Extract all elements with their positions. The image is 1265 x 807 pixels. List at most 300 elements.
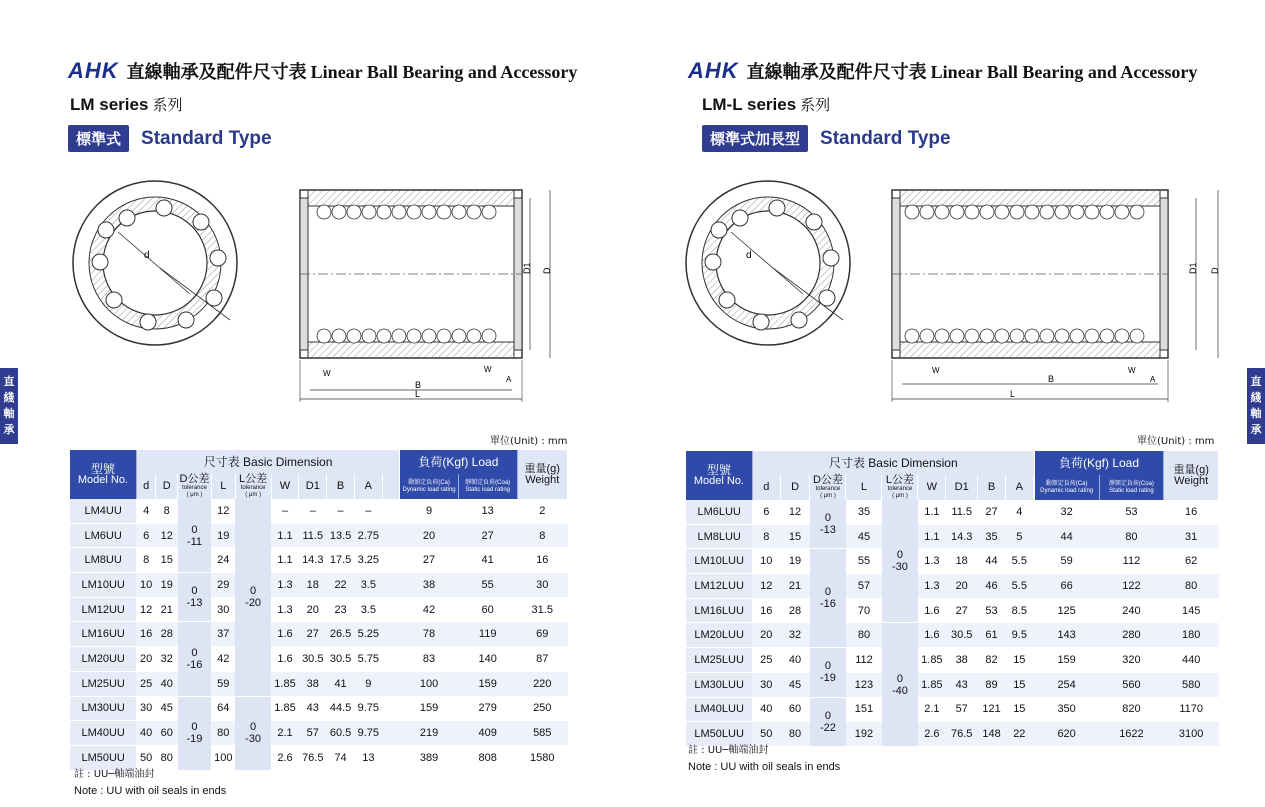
- table-cell: 1.1: [918, 524, 946, 549]
- table-cell: 112: [846, 648, 882, 673]
- table-cell: 32: [780, 623, 810, 648]
- d-tolerance-cell: 0 -22: [810, 697, 846, 746]
- table-cell: 1.85: [271, 696, 299, 721]
- unit-label: 單位(Unit) : mm: [490, 436, 568, 447]
- table-row: [686, 672, 1219, 697]
- table-cell: 28: [780, 598, 810, 623]
- table-cell: 17.5: [327, 548, 355, 573]
- note-cn: 註 : UU─軸端油封: [688, 745, 769, 756]
- col-A: A: [1005, 475, 1033, 500]
- table-row: [70, 548, 568, 573]
- table-cell: 4: [1005, 500, 1033, 524]
- dim-B-label: B: [1048, 374, 1055, 384]
- table-cell: 560: [1099, 672, 1164, 697]
- table-cell: 40: [136, 721, 156, 746]
- table-cell: 15: [1005, 697, 1033, 722]
- table-cell: 1.3: [271, 573, 299, 598]
- table-cell: 50: [752, 722, 780, 747]
- table-cell: 2.6: [271, 745, 299, 770]
- table-cell: 43: [946, 672, 978, 697]
- brand-title-cn: 直線軸承及配件尺寸表: [126, 62, 307, 83]
- table-cell: LM50LUU: [686, 722, 752, 747]
- table-cell: 140: [458, 647, 517, 672]
- table-cell: 5: [1005, 524, 1033, 549]
- table-cell: 74: [327, 745, 355, 770]
- note-cn: 註 : UU─軸端油封: [74, 769, 155, 780]
- bearing-drawing: [680, 170, 1240, 415]
- table-cell: 100: [211, 745, 235, 770]
- table-cell: 148: [978, 722, 1006, 747]
- table-cell: 159: [400, 696, 459, 721]
- table-cell: 820: [1099, 697, 1164, 722]
- bearing-drawing: [60, 170, 552, 415]
- ahk-logo: AHK: [688, 58, 739, 83]
- table-cell: LM4UU: [70, 499, 136, 523]
- table-cell: 1.6: [918, 598, 946, 623]
- table-cell: 44: [978, 549, 1006, 574]
- table-cell: 30.5: [327, 647, 355, 672]
- d-tolerance-cell: 0 -16: [178, 622, 212, 696]
- table-cell: 59: [211, 671, 235, 696]
- col-B: B: [978, 475, 1006, 500]
- table-cell: 60: [458, 597, 517, 622]
- table-cell: 69: [517, 622, 568, 647]
- table-cell: 23: [327, 597, 355, 622]
- col-weight: 重量(g) Weight: [517, 450, 568, 499]
- table-cell: 180: [1164, 623, 1219, 648]
- table-cell: 808: [458, 745, 517, 770]
- table-cell: 1622: [1099, 722, 1164, 747]
- table-cell: 42: [211, 647, 235, 672]
- table-cell: 80: [1164, 574, 1219, 599]
- table-cell: 80: [1099, 524, 1164, 549]
- type-badge: 標準式: [68, 125, 129, 152]
- table-cell: 41: [458, 548, 517, 573]
- table-cell: 20: [400, 523, 459, 548]
- type-heading: [68, 125, 272, 152]
- table-cell: 38: [400, 573, 459, 598]
- table-cell: 279: [458, 696, 517, 721]
- series-name: LM-L series: [702, 95, 797, 114]
- table-cell: 2.1: [918, 697, 946, 722]
- table-cell: 9.5: [1005, 623, 1033, 648]
- table-cell: 121: [978, 697, 1006, 722]
- table-cell: 5.5: [1005, 574, 1033, 599]
- table-cell: 45: [846, 524, 882, 549]
- table-cell: 60.5: [327, 721, 355, 746]
- table-cell: LM50UU: [70, 745, 136, 770]
- d-tolerance-cell: 0 -11: [178, 499, 212, 573]
- table-row: [70, 499, 568, 523]
- table-cell: 3.5: [354, 573, 382, 598]
- table-cell: LM20UU: [70, 647, 136, 672]
- table-cell: 8: [136, 548, 156, 573]
- table-cell: 50: [136, 745, 156, 770]
- dim-D1-label: D1: [522, 262, 532, 274]
- footnote: [688, 742, 840, 776]
- table-cell: 25: [752, 648, 780, 673]
- table-cell: 55: [846, 549, 882, 574]
- table-cell: 19: [156, 573, 178, 598]
- table-row: [686, 648, 1219, 673]
- col-D-tol: D公差 tolerance ( μm ): [810, 475, 846, 500]
- table-cell: 1.6: [918, 623, 946, 648]
- side-view: [300, 190, 552, 402]
- col-d: d: [752, 475, 780, 500]
- l-tolerance-cell: 0 -30: [235, 696, 271, 770]
- table-cell: 143: [1034, 623, 1099, 648]
- table-cell: 5.5: [1005, 549, 1033, 574]
- table-cell: 145: [1164, 598, 1219, 623]
- series-name: LM series: [70, 95, 149, 114]
- table-cell: 1.85: [271, 671, 299, 696]
- table-row: [70, 622, 568, 647]
- table-cell: 80: [211, 721, 235, 746]
- dimension-table: [70, 450, 568, 771]
- table-cell: 80: [846, 623, 882, 648]
- table-cell: 1.6: [271, 622, 299, 647]
- dimension-table: [686, 451, 1219, 747]
- table-cell: LM20LUU: [686, 623, 752, 648]
- dim-W2-label: W: [1128, 366, 1136, 375]
- table-cell: 13: [354, 745, 382, 770]
- table-cell: 320: [1099, 648, 1164, 673]
- table-cell: 19: [780, 549, 810, 574]
- table-cell: 112: [1099, 549, 1164, 574]
- table-cell: 60: [156, 721, 178, 746]
- table-cell: 40: [780, 648, 810, 673]
- table-cell: LM25LUU: [686, 648, 752, 673]
- dim-D-label: D: [542, 267, 552, 274]
- table-cell: 1.85: [918, 648, 946, 673]
- side-tab-left: 直 綫 軸 承: [0, 368, 18, 444]
- table-cell: 20: [946, 574, 978, 599]
- table-cell: 585: [517, 721, 568, 746]
- table-cell: 27: [299, 622, 327, 647]
- col-D: D: [156, 474, 178, 499]
- table-cell: LM25UU: [70, 671, 136, 696]
- series-cn: 系列: [800, 96, 831, 114]
- table-cell: 8: [156, 499, 178, 523]
- d-tolerance-cell: 0 -19: [810, 648, 846, 697]
- table-cell: 18: [299, 573, 327, 598]
- table-cell: 45: [156, 696, 178, 721]
- table-cell: LM12UU: [70, 597, 136, 622]
- dim-W-label: W: [323, 369, 331, 378]
- table-cell: 12: [211, 499, 235, 523]
- table-cell: 60: [780, 697, 810, 722]
- col-D1: D1: [299, 474, 327, 499]
- left-panel: [60, 0, 580, 807]
- table-cell: 2.1: [271, 721, 299, 746]
- table-cell: 83: [400, 647, 459, 672]
- table-cell: 6: [136, 523, 156, 548]
- brand-title-en: Linear Ball Bearing and Accessory: [310, 62, 578, 82]
- table-cell: 78: [400, 622, 459, 647]
- table-cell: 31.5: [517, 597, 568, 622]
- table-cell: 26.5: [327, 622, 355, 647]
- d-tolerance-cell: 0 -19: [178, 696, 212, 770]
- unit-label: 單位(Unit) : mm: [1137, 436, 1215, 447]
- table-cell: 3.25: [354, 548, 382, 573]
- table-cell: 19: [211, 523, 235, 548]
- table-cell: 32: [156, 647, 178, 672]
- dim-W-label: W: [932, 366, 940, 375]
- col-L-tol: L公差 tolerance ( μm ): [235, 474, 271, 499]
- col-dynamic-load: 動額定負荷(Ca) Dynamic load rating: [1034, 475, 1099, 500]
- table-row: [70, 647, 568, 672]
- table-row: [686, 598, 1219, 623]
- table-cell: 440: [1164, 648, 1219, 673]
- brand-title-en: Linear Ball Bearing and Accessory: [930, 62, 1198, 82]
- table-cell: 22: [327, 573, 355, 598]
- col-static-load: 靜額定負荷(Coa) Static load rating: [458, 474, 517, 499]
- type-heading: [702, 125, 951, 152]
- table-cell: 2.6: [918, 722, 946, 747]
- series-title: [70, 94, 182, 115]
- table-cell: LM8UU: [70, 548, 136, 573]
- table-row: [70, 696, 568, 721]
- table-cell: 46: [978, 574, 1006, 599]
- table-cell: 11.5: [299, 523, 327, 548]
- table-cell: –: [327, 499, 355, 523]
- d-tolerance-cell: 0 -16: [810, 549, 846, 648]
- table-cell: 4: [136, 499, 156, 523]
- table-row: [70, 597, 568, 622]
- table-cell: –: [299, 499, 327, 523]
- col-D-tol: D公差 tolerance ( μm ): [179, 473, 210, 498]
- table-cell: 24: [211, 548, 235, 573]
- table-cell: 13: [458, 499, 517, 523]
- table-cell: 20: [752, 623, 780, 648]
- table-cell: 41: [327, 671, 355, 696]
- table-cell: LM30UU: [70, 696, 136, 721]
- table-cell: LM12LUU: [686, 574, 752, 599]
- col-B: B: [327, 474, 355, 499]
- col-basic-dimension: 尺寸表 Basic Dimension: [136, 450, 399, 474]
- table-row: [686, 574, 1219, 599]
- note-en: Note : UU with oil seals in ends: [688, 761, 841, 773]
- table-row: [70, 721, 568, 746]
- table-cell: 3.5: [354, 597, 382, 622]
- table-cell: 8: [752, 524, 780, 549]
- dim-d-label: d: [746, 250, 752, 261]
- table-cell: 15: [780, 524, 810, 549]
- table-cell: 35: [978, 524, 1006, 549]
- type-badge: 標準式加長型: [702, 125, 808, 152]
- table-cell: 350: [1034, 697, 1099, 722]
- table-cell: 27: [978, 500, 1006, 524]
- l-tolerance-cell: 0 -30: [882, 500, 918, 623]
- table-cell: LM10UU: [70, 573, 136, 598]
- footnote: [74, 766, 226, 800]
- table-cell: 30: [752, 672, 780, 697]
- table-cell: 35: [846, 500, 882, 524]
- col-model: 型號 Model No.: [70, 450, 136, 499]
- table-cell: 12: [136, 597, 156, 622]
- table-cell: 80: [156, 745, 178, 770]
- table-cell: 15: [156, 548, 178, 573]
- table-cell: –: [271, 499, 299, 523]
- table-cell: 14.3: [299, 548, 327, 573]
- table-cell: LM16UU: [70, 622, 136, 647]
- table-cell: 43: [299, 696, 327, 721]
- table-row: [686, 500, 1219, 524]
- table-cell: 53: [1099, 500, 1164, 524]
- table-cell: 8: [517, 523, 568, 548]
- table-cell: 16: [517, 548, 568, 573]
- table-cell: 6: [752, 500, 780, 524]
- table-cell: 159: [1034, 648, 1099, 673]
- col-load: 負荷(Kgf) Load: [1034, 451, 1164, 475]
- table-cell: LM30LUU: [686, 672, 752, 697]
- table-cell: 30.5: [299, 647, 327, 672]
- table-cell: 9.75: [354, 721, 382, 746]
- dim-B-label: B: [415, 380, 422, 390]
- table-cell: 30: [136, 696, 156, 721]
- table-cell: 3100: [1164, 722, 1219, 747]
- table-cell: 11.5: [946, 500, 978, 524]
- table-cell: 32: [1034, 500, 1099, 524]
- table-cell: 220: [517, 671, 568, 696]
- table-cell: 1.3: [918, 549, 946, 574]
- table-cell: 21: [780, 574, 810, 599]
- table-cell: 20: [299, 597, 327, 622]
- dim-D1-label: D1: [1188, 262, 1198, 274]
- table-cell: 12: [752, 574, 780, 599]
- ahk-logo: AHK: [68, 58, 119, 83]
- table-cell: 409: [458, 721, 517, 746]
- series-cn: 系列: [152, 96, 183, 114]
- col-D: D: [780, 475, 810, 500]
- table-cell: 13.5: [327, 523, 355, 548]
- series-title: [702, 94, 830, 115]
- table-cell: 38: [299, 671, 327, 696]
- table-cell: 16: [136, 622, 156, 647]
- table-cell: 42: [400, 597, 459, 622]
- table-cell: LM8LUU: [686, 524, 752, 549]
- table-cell: 27: [400, 548, 459, 573]
- col-W: W: [271, 474, 299, 499]
- table-cell: 22: [1005, 722, 1033, 747]
- table-cell: 61: [978, 623, 1006, 648]
- dim-A-label: A: [506, 375, 512, 384]
- d-tolerance-cell: 0 -13: [810, 500, 846, 549]
- table-cell: 76.5: [299, 745, 327, 770]
- table-cell: 40: [156, 671, 178, 696]
- col-W: W: [918, 475, 946, 500]
- table-cell: 82: [978, 648, 1006, 673]
- table-cell: 25: [136, 671, 156, 696]
- end-view: [686, 181, 850, 345]
- col-L: L: [846, 475, 882, 500]
- table-cell: 1.1: [918, 500, 946, 524]
- table-cell: 57: [846, 574, 882, 599]
- col-D1: D1: [946, 475, 978, 500]
- table-cell: 27: [458, 523, 517, 548]
- table-cell: 16: [752, 598, 780, 623]
- brand-title-cn: 直線軸承及配件尺寸表: [746, 62, 927, 83]
- table-cell: 8.5: [1005, 598, 1033, 623]
- table-cell: 62: [1164, 549, 1219, 574]
- brand-header: [688, 58, 1197, 84]
- table-cell: 1.3: [271, 597, 299, 622]
- table-cell: 28: [156, 622, 178, 647]
- table-cell: 1580: [517, 745, 568, 770]
- table-cell: 40: [752, 697, 780, 722]
- table-cell: 15: [1005, 672, 1033, 697]
- table-cell: 254: [1034, 672, 1099, 697]
- table-cell: 12: [780, 500, 810, 524]
- table-cell: 2: [517, 499, 568, 523]
- table-cell: LM6LUU: [686, 500, 752, 524]
- table-cell: 620: [1034, 722, 1099, 747]
- l-tolerance-cell: 0 -20: [235, 499, 271, 696]
- col-dynamic-load: 動額定負荷(Ca) Dynamic load rating: [400, 474, 459, 499]
- table-cell: 100: [400, 671, 459, 696]
- table-cell: 66: [1034, 574, 1099, 599]
- table-cell: 44: [1034, 524, 1099, 549]
- table-cell: 151: [846, 697, 882, 722]
- col-L-tol: L公差 tolerance ( μm ): [882, 475, 918, 500]
- table-cell: 10: [136, 573, 156, 598]
- table-row: [686, 697, 1219, 722]
- table-cell: 76.5: [946, 722, 978, 747]
- table-cell: 240: [1099, 598, 1164, 623]
- col-load: 負荷(Kgf) Load: [400, 450, 517, 474]
- table-cell: LM10LUU: [686, 549, 752, 574]
- table-cell: 57: [946, 697, 978, 722]
- col-L: L: [211, 474, 235, 499]
- table-cell: 38: [946, 648, 978, 673]
- table-cell: 30.5: [946, 623, 978, 648]
- table-cell: 59: [1034, 549, 1099, 574]
- table-cell: 57: [299, 721, 327, 746]
- end-view: [73, 181, 237, 345]
- table-cell: –: [354, 499, 382, 523]
- table-body: [686, 500, 1219, 746]
- note-en: Note : UU with oil seals in ends: [74, 785, 227, 797]
- table-cell: LM40LUU: [686, 697, 752, 722]
- table-row: [70, 671, 568, 696]
- d-tolerance-cell: 0 -13: [178, 573, 212, 622]
- dim-D-label: D: [1210, 267, 1220, 274]
- table-cell: 14.3: [946, 524, 978, 549]
- table-cell: 10: [752, 549, 780, 574]
- table-cell: 70: [846, 598, 882, 623]
- table-cell: 37: [211, 622, 235, 647]
- table-cell: 18: [946, 549, 978, 574]
- col-model: 型號 Model No.: [686, 451, 752, 500]
- table-cell: 1.3: [918, 574, 946, 599]
- table-cell: 1.6: [271, 647, 299, 672]
- table-cell: 119: [458, 622, 517, 647]
- type-title: Standard Type: [141, 127, 272, 149]
- table-cell: 2.75: [354, 523, 382, 548]
- table-cell: 29: [211, 573, 235, 598]
- table-cell: 12: [156, 523, 178, 548]
- table-cell: 159: [458, 671, 517, 696]
- table-cell: 87: [517, 647, 568, 672]
- dim-W2-label: W: [484, 365, 492, 374]
- dim-d-label: d: [144, 250, 150, 261]
- table-cell: 250: [517, 696, 568, 721]
- table-cell: 389: [400, 745, 459, 770]
- table-cell: 9: [400, 499, 459, 523]
- table-cell: 1.1: [271, 523, 299, 548]
- table-cell: 1.1: [271, 548, 299, 573]
- table-cell: LM6UU: [70, 523, 136, 548]
